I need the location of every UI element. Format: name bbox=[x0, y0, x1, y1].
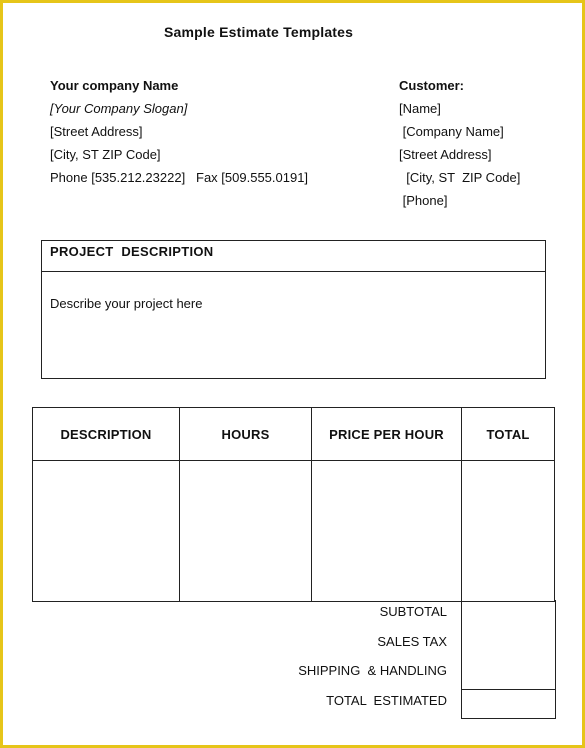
cell-total[interactable] bbox=[462, 461, 555, 602]
customer-phone: [Phone] bbox=[399, 193, 448, 208]
project-description-text[interactable]: Describe your project here bbox=[50, 296, 203, 311]
document-title: Sample Estimate Templates bbox=[164, 24, 354, 40]
customer-city: [City, ST ZIP Code] bbox=[399, 170, 521, 185]
company-block bbox=[50, 77, 308, 192]
cell-price-per-hour[interactable] bbox=[312, 461, 462, 602]
customer-label: Customer: bbox=[399, 78, 465, 93]
project-description-heading: PROJECT DESCRIPTION bbox=[42, 241, 545, 272]
column-header-hours: HOURS bbox=[180, 408, 312, 461]
customer-name: [Name] bbox=[399, 101, 441, 116]
customer-block bbox=[399, 77, 520, 215]
customer-company: [Company Name] bbox=[399, 124, 504, 139]
column-header-description: DESCRIPTION bbox=[33, 408, 180, 461]
totals-value-box[interactable] bbox=[461, 600, 556, 719]
company-name: Your company Name bbox=[50, 78, 179, 93]
total-estimated-label: TOTAL ESTIMATED bbox=[326, 693, 447, 708]
sales-tax-label: SALES TAX bbox=[377, 634, 447, 649]
company-city: [City, ST ZIP Code] bbox=[50, 147, 161, 162]
project-description-box bbox=[41, 240, 546, 379]
table-header-row bbox=[33, 408, 555, 461]
totals-separator bbox=[462, 689, 555, 690]
customer-street: [Street Address] bbox=[399, 147, 492, 162]
shipping-handling-label: SHIPPING & HANDLING bbox=[298, 663, 447, 678]
column-header-price-per-hour: PRICE PER HOUR bbox=[312, 408, 462, 461]
cell-description[interactable] bbox=[33, 461, 180, 602]
cell-hours[interactable] bbox=[180, 461, 312, 602]
column-header-total: TOTAL bbox=[462, 408, 555, 461]
company-slogan: [Your Company Slogan] bbox=[50, 101, 188, 116]
company-phone-fax: Phone [535.212.23222] Fax [509.555.0191] bbox=[50, 170, 309, 185]
table-row bbox=[33, 461, 555, 602]
subtotal-label: SUBTOTAL bbox=[379, 604, 447, 619]
estimate-table bbox=[32, 407, 555, 602]
company-street: [Street Address] bbox=[50, 124, 143, 139]
